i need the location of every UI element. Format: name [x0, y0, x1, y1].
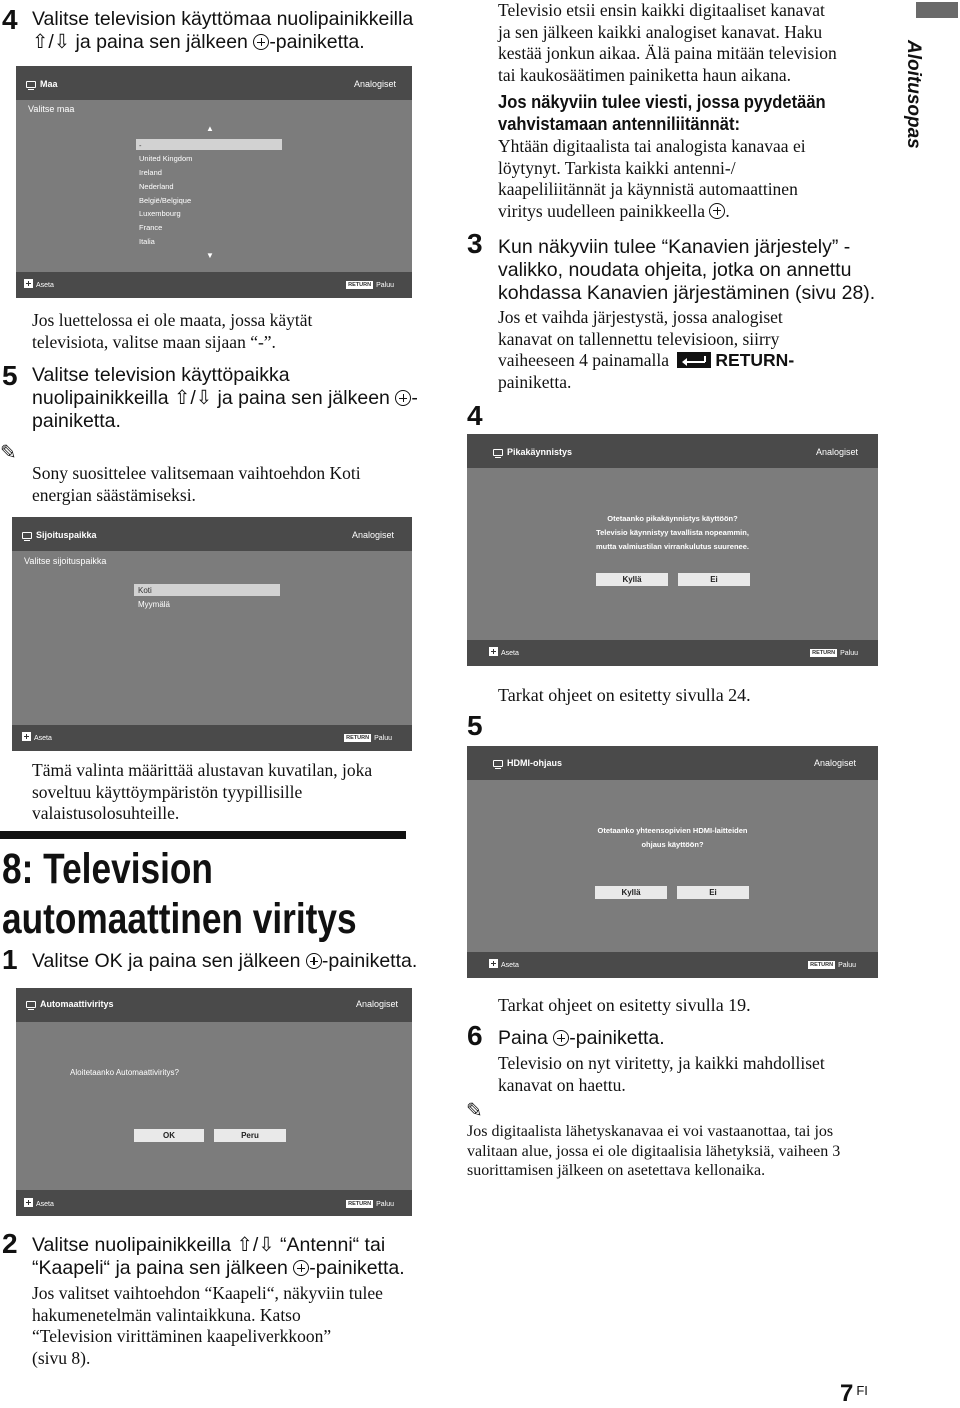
country-note: Jos luettelossa ei ole maata, jossa käytät televisiota, valitse maan sijaan “-”.	[32, 310, 313, 352]
page-number: 7 $^{FI}$	[840, 1380, 868, 1407]
country-item[interactable]: -	[139, 141, 142, 150]
cancel-button[interactable]: Peru	[214, 1129, 286, 1142]
set-hint: Aseta	[24, 1198, 54, 1208]
country-item[interactable]: Nederland	[139, 182, 174, 191]
step-number: 5	[2, 360, 18, 391]
tv-icon	[493, 760, 503, 767]
location-item[interactable]: Myymälä	[138, 600, 171, 609]
return-hint: RETURN Paluu	[348, 1201, 394, 1208]
instruction-line: -painiketta.	[269, 31, 365, 53]
country-item[interactable]: United Kingdom	[139, 154, 193, 163]
step-3-body: Jos et vaihda järjestystä, jossa analogiset kanavat on tallennettu televisioon, siirry vaiheeseen 4 painamalla RETURN- painiketta.	[498, 307, 795, 392]
step-3-instruction: Kun näkyviin tulee “Kanavien järjestely” - valikko, noudata ohjeita, jotka on annettu kohdassa Kanavien järjestäminen (sivu 28).	[498, 236, 876, 304]
step-number: 2	[2, 1228, 18, 1259]
sony-recommendation: Sony suosittelee valitsemaan vaihtoehdon Koti energian säästämiseksi.	[32, 463, 361, 505]
instruction-line: Valitse television käyttömaa nuolipainikkeilla	[32, 8, 414, 30]
screen-mode-label: Analogiset	[813, 758, 856, 768]
country-item[interactable]: België/Belgique	[139, 196, 192, 205]
tv-icon	[22, 532, 32, 539]
country-item[interactable]: France	[139, 223, 163, 232]
side-tab-label: Aloitusopas	[903, 40, 924, 149]
return-icon	[677, 352, 711, 368]
tv-icon	[493, 449, 503, 456]
hdmi-note: Tarkat ohjeet on esitetty sivulla 19.	[498, 995, 751, 1015]
side-tab-marker	[916, 2, 958, 18]
no-button[interactable]: Ei	[677, 886, 749, 899]
return-hint: RETURN Paluu	[346, 735, 392, 742]
location-note: Tämä valinta määrittää alustavan kuvatilan, joka soveltuu käyttöympäristön tyypillisille valaistusolosuhteille.	[32, 760, 373, 823]
step-4-instruction	[32, 8, 432, 54]
quick-start-info: Televisio käynnistyy tavallista nopeammin,	[596, 528, 749, 537]
step-number: 4	[467, 400, 483, 431]
step-2-instruction: Valitse nuolipainikkeilla ⇧/⇩ “Antenni“ tai “Kaapeli“ ja paina sen jälkeen -painiketta.	[32, 1234, 405, 1279]
enter-button-icon	[553, 1030, 569, 1046]
side-tab	[903, 40, 938, 160]
screen-subtitle: Valitse maa	[28, 104, 75, 114]
step-5-instruction: Valitse television käyttöpaikka nuolipainikkeilla ⇧/⇩ ja paina sen jälkeen - painiketta.	[32, 364, 418, 432]
hdmi-question: ohjaus käyttöön?	[641, 840, 704, 849]
tv-icon	[26, 81, 36, 88]
step-number: 5	[467, 710, 483, 741]
screen-mode-label: Analogiset	[815, 447, 858, 457]
yes-button[interactable]: Kyllä	[595, 886, 667, 899]
set-hint: Aseta	[22, 732, 52, 742]
return-hint: RETURN Paluu	[348, 282, 394, 289]
return-icon: RETURN	[810, 962, 834, 968]
section-rule	[0, 831, 406, 839]
screen-subtitle: Valitse sijoituspaikka	[24, 556, 107, 566]
set-hint: Aseta	[489, 647, 519, 657]
enter-icon	[489, 647, 498, 656]
scroll-down-icon[interactable]: ▼	[206, 251, 214, 260]
note-pencil-icon: ✎	[0, 440, 17, 464]
clock-note: Jos digitaalista lähetyskanavaa ei voi vastaanottaa, tai jos valitaan alue, jossa ei ole digitaalisia lähetyksiä, vaiheen 3 suorittamisen jälkeen on asetettava kellonaika.	[467, 1123, 841, 1179]
enter-button-icon	[253, 34, 269, 50]
antenna-warning-heading: Jos näkyviin tulee viesti, jossa pyydetään vahvistamaan antenniliitännät:	[498, 92, 826, 134]
step-2-body: Jos valitset vaihtoehdon “Kaapeli“, näkyviin tulee hakumenetelmän valintaikkuna. Katso “Television virittäminen kaapeliverkkoon” (sivu 8).	[32, 1283, 383, 1368]
yes-button[interactable]: Kyllä	[596, 573, 668, 586]
hdmi-control-screen	[467, 746, 878, 978]
screen-header	[16, 66, 412, 100]
set-hint: Aseta	[489, 959, 519, 969]
antenna-warning-body: Yhtään digitaalista tai analogista kanavaa ei löytynyt. Tarkista kaikki antenni-/ kaapeliliitännät ja käynnistä automaattinen viritys uudelleen painikkeella .	[498, 136, 806, 221]
location-item[interactable]: Koti	[138, 586, 152, 595]
step-number: 3	[467, 228, 483, 259]
quick-start-question: Otetaanko pikakäynnistys käyttöön?	[607, 514, 738, 523]
enter-icon	[489, 959, 498, 968]
tv-icon	[26, 1001, 36, 1008]
enter-button-icon	[293, 1260, 309, 1276]
enter-icon	[24, 1198, 33, 1207]
step-number: 1	[2, 944, 18, 975]
screen-title: Pikakäynnistys	[493, 447, 572, 457]
country-item[interactable]: Italia	[139, 237, 155, 246]
auto-tuning-question: Aloitetaanko Automaattiviritys?	[70, 1068, 179, 1077]
screen-mode-label: Analogiset	[351, 530, 394, 540]
enter-button-icon	[395, 390, 411, 406]
enter-button-icon	[709, 203, 725, 219]
screen-title: Maa	[26, 79, 58, 89]
enter-icon	[24, 279, 33, 288]
screen-title: HDMI-ohjaus	[493, 758, 562, 768]
selection-highlight	[134, 584, 280, 596]
scroll-up-icon[interactable]: ▲	[206, 124, 214, 133]
screen-mode-label: Analogiset	[355, 999, 398, 1009]
return-icon: RETURN	[348, 1201, 372, 1207]
step-6-body: Televisio on nyt viritetty, ja kaikki mahdolliset kanavat on haettu.	[498, 1053, 825, 1095]
country-item[interactable]: Ireland	[139, 168, 162, 177]
section-title: 8: Television automaattinen viritys	[2, 845, 357, 943]
enter-icon	[22, 732, 31, 741]
screen-title: Sijoituspaikka	[22, 530, 97, 540]
quick-start-info: mutta valmiustilan virrankulutus suurenee.	[596, 542, 749, 551]
return-hint: RETURN Paluu	[810, 962, 856, 969]
set-hint: Aseta	[24, 279, 54, 289]
page-language: FI	[856, 1383, 868, 1398]
quick-start-note: Tarkat ohjeet on esitetty sivulla 24.	[498, 685, 751, 705]
enter-button-icon	[306, 953, 322, 969]
selection-highlight	[136, 139, 282, 150]
screen-title: Automaattiviritys	[26, 999, 114, 1009]
screen-mode-label: Analogiset	[353, 79, 396, 89]
country-item[interactable]: Luxembourg	[139, 209, 181, 218]
hdmi-question: Otetaanko yhteensopivien HDMI-laitteiden	[597, 826, 748, 835]
return-icon: RETURN	[812, 650, 836, 656]
no-button[interactable]: Ei	[678, 573, 750, 586]
ok-button[interactable]: OK	[134, 1129, 204, 1142]
auto-tuning-screen	[16, 988, 412, 1216]
return-icon: RETURN	[348, 282, 372, 288]
quick-start-screen	[467, 434, 878, 666]
return-icon: RETURN	[346, 735, 370, 741]
step-6-instruction: Paina -painiketta.	[498, 1027, 665, 1049]
return-hint: RETURN Paluu	[812, 650, 858, 657]
step-number: 4	[2, 4, 18, 35]
step-1-instruction: Valitse OK ja paina sen jälkeen -painiketta.	[32, 950, 418, 972]
step-number: 6	[467, 1020, 483, 1051]
note-pencil-icon: ✎	[466, 1098, 483, 1122]
search-intro: Televisio etsii ensin kaikki digitaaliset kanavat ja sen jälkeen kaikki analogiset kanavat. Haku kestää jonkun aikaa. Älä paina mitään television tai kaukosäätimen painiketta haun aikana.	[498, 0, 837, 85]
instruction-line: ⇧/⇩ ja paina sen jälkeen	[32, 31, 248, 53]
country-screen	[16, 66, 412, 298]
location-screen	[12, 517, 412, 751]
